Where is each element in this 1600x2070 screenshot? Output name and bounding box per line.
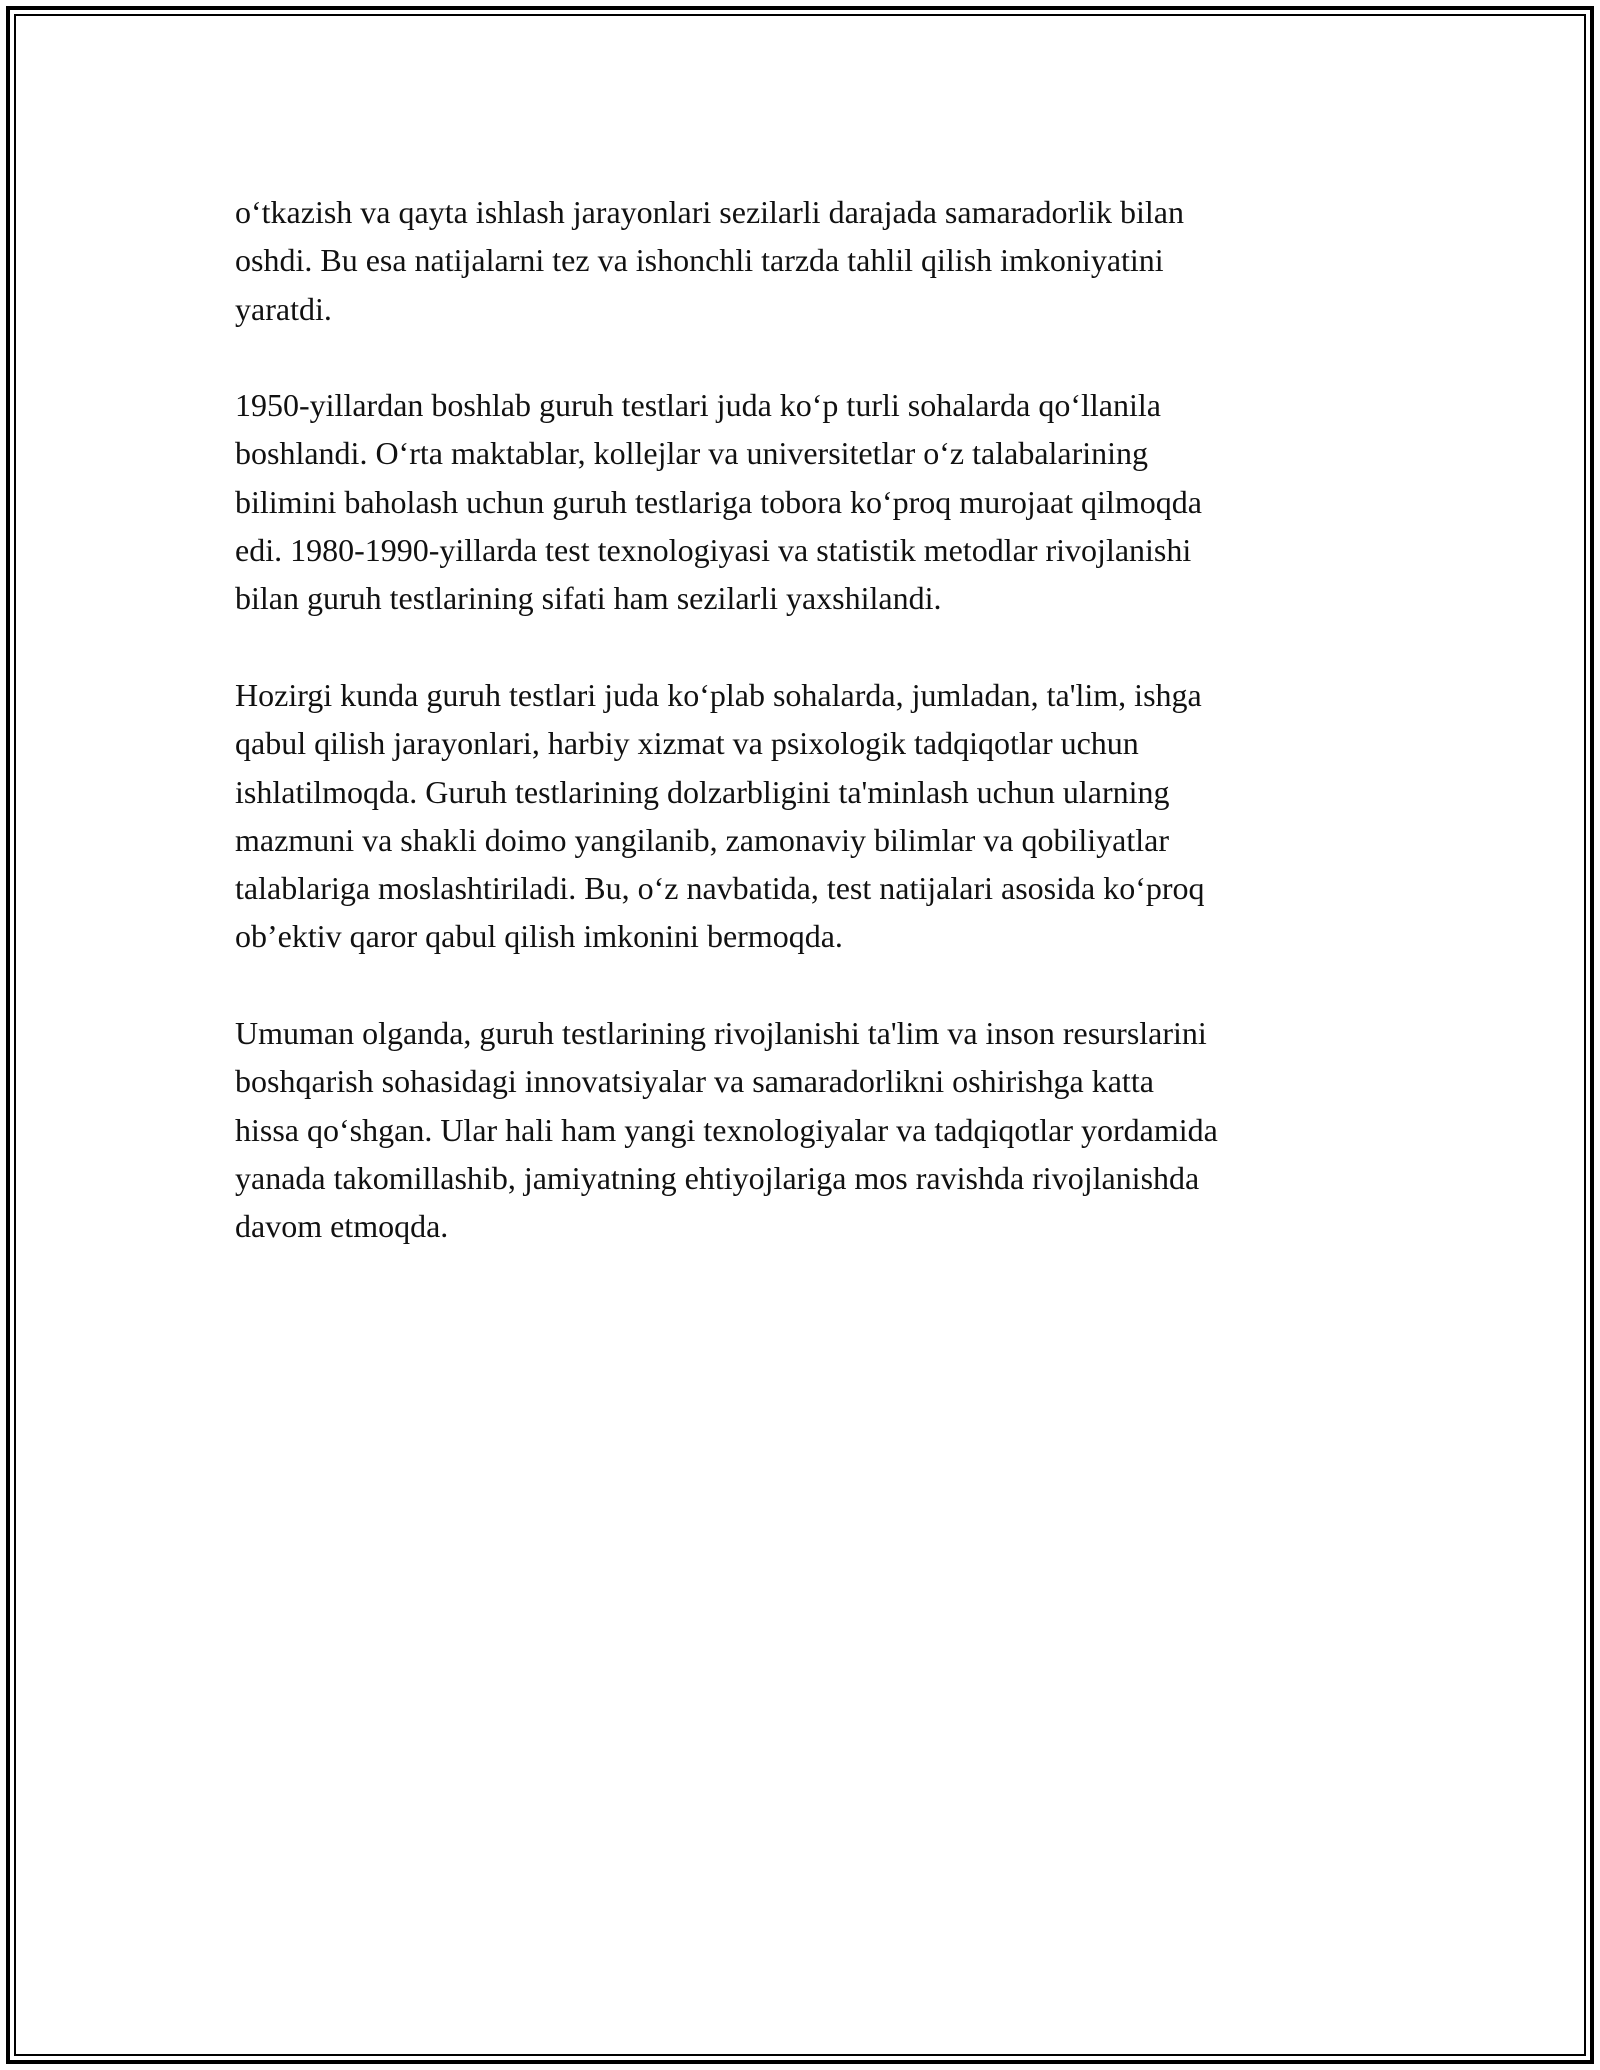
paragraph-4: Umuman olganda, guruh testlarining rivojlanishi ta'lim va inson resurslarini boshqarish sohasidagi innovatsiyalar va samaradorlikni oshirishga katta hissa qo‘shgan. Ular hali ham yangi texnologiyalar va tadqiqotlar yordamida yanada takomillashib, jamiyatning ehtiyojlariga mos ravishda rivojlanishda davom etmoqda. xyxy=(235,1015,1218,1245)
paragraph-3: Hozirgi kunda guruh testlari juda ko‘plab sohalarda, jumladan, ta'lim, ishga qabul qilish jarayonlari, harbiy xizmat va psixologik tadqiqotlar uchun ishlatilmoqda. Guruh testlarining dolzarbligini ta'minlash uchun ularning mazmuni va shakli doimo yangilanib, zamonaviy bilimlar va qobiliyatlar talablariga moslashtiriladi. Bu, o‘z navbatida, test natijalari asosida ko‘proq ob’ektiv qaror qabul qilish imkonini bermoqda. xyxy=(235,676,1205,955)
paragraph-1: o‘tkazish va qayta ishlash jarayonlari sezilarli darajada samaradorlik bilan oshdi. Bu esa natijalarni tez va ishonchli tarzda tahlil qilish imkoniyatini yaratdi. xyxy=(235,194,1184,327)
page-body xyxy=(235,188,1385,1299)
paragraph-2: 1950-yillardan boshlab guruh testlari juda ko‘p turli sohalarda qo‘llanila boshlandi. O‘rta maktablar, kollejlar va universitetlar o‘z talabalarining bilimini baholash uchun guruh testlariga tobora ko‘proq murojaat qilmoqda edi. 1980-1990-yillarda test texnologiyasi va statistik metodlar rivojlanishi bilan guruh testlarining sifati ham sezilarli yaxshilandi. xyxy=(235,387,1202,617)
